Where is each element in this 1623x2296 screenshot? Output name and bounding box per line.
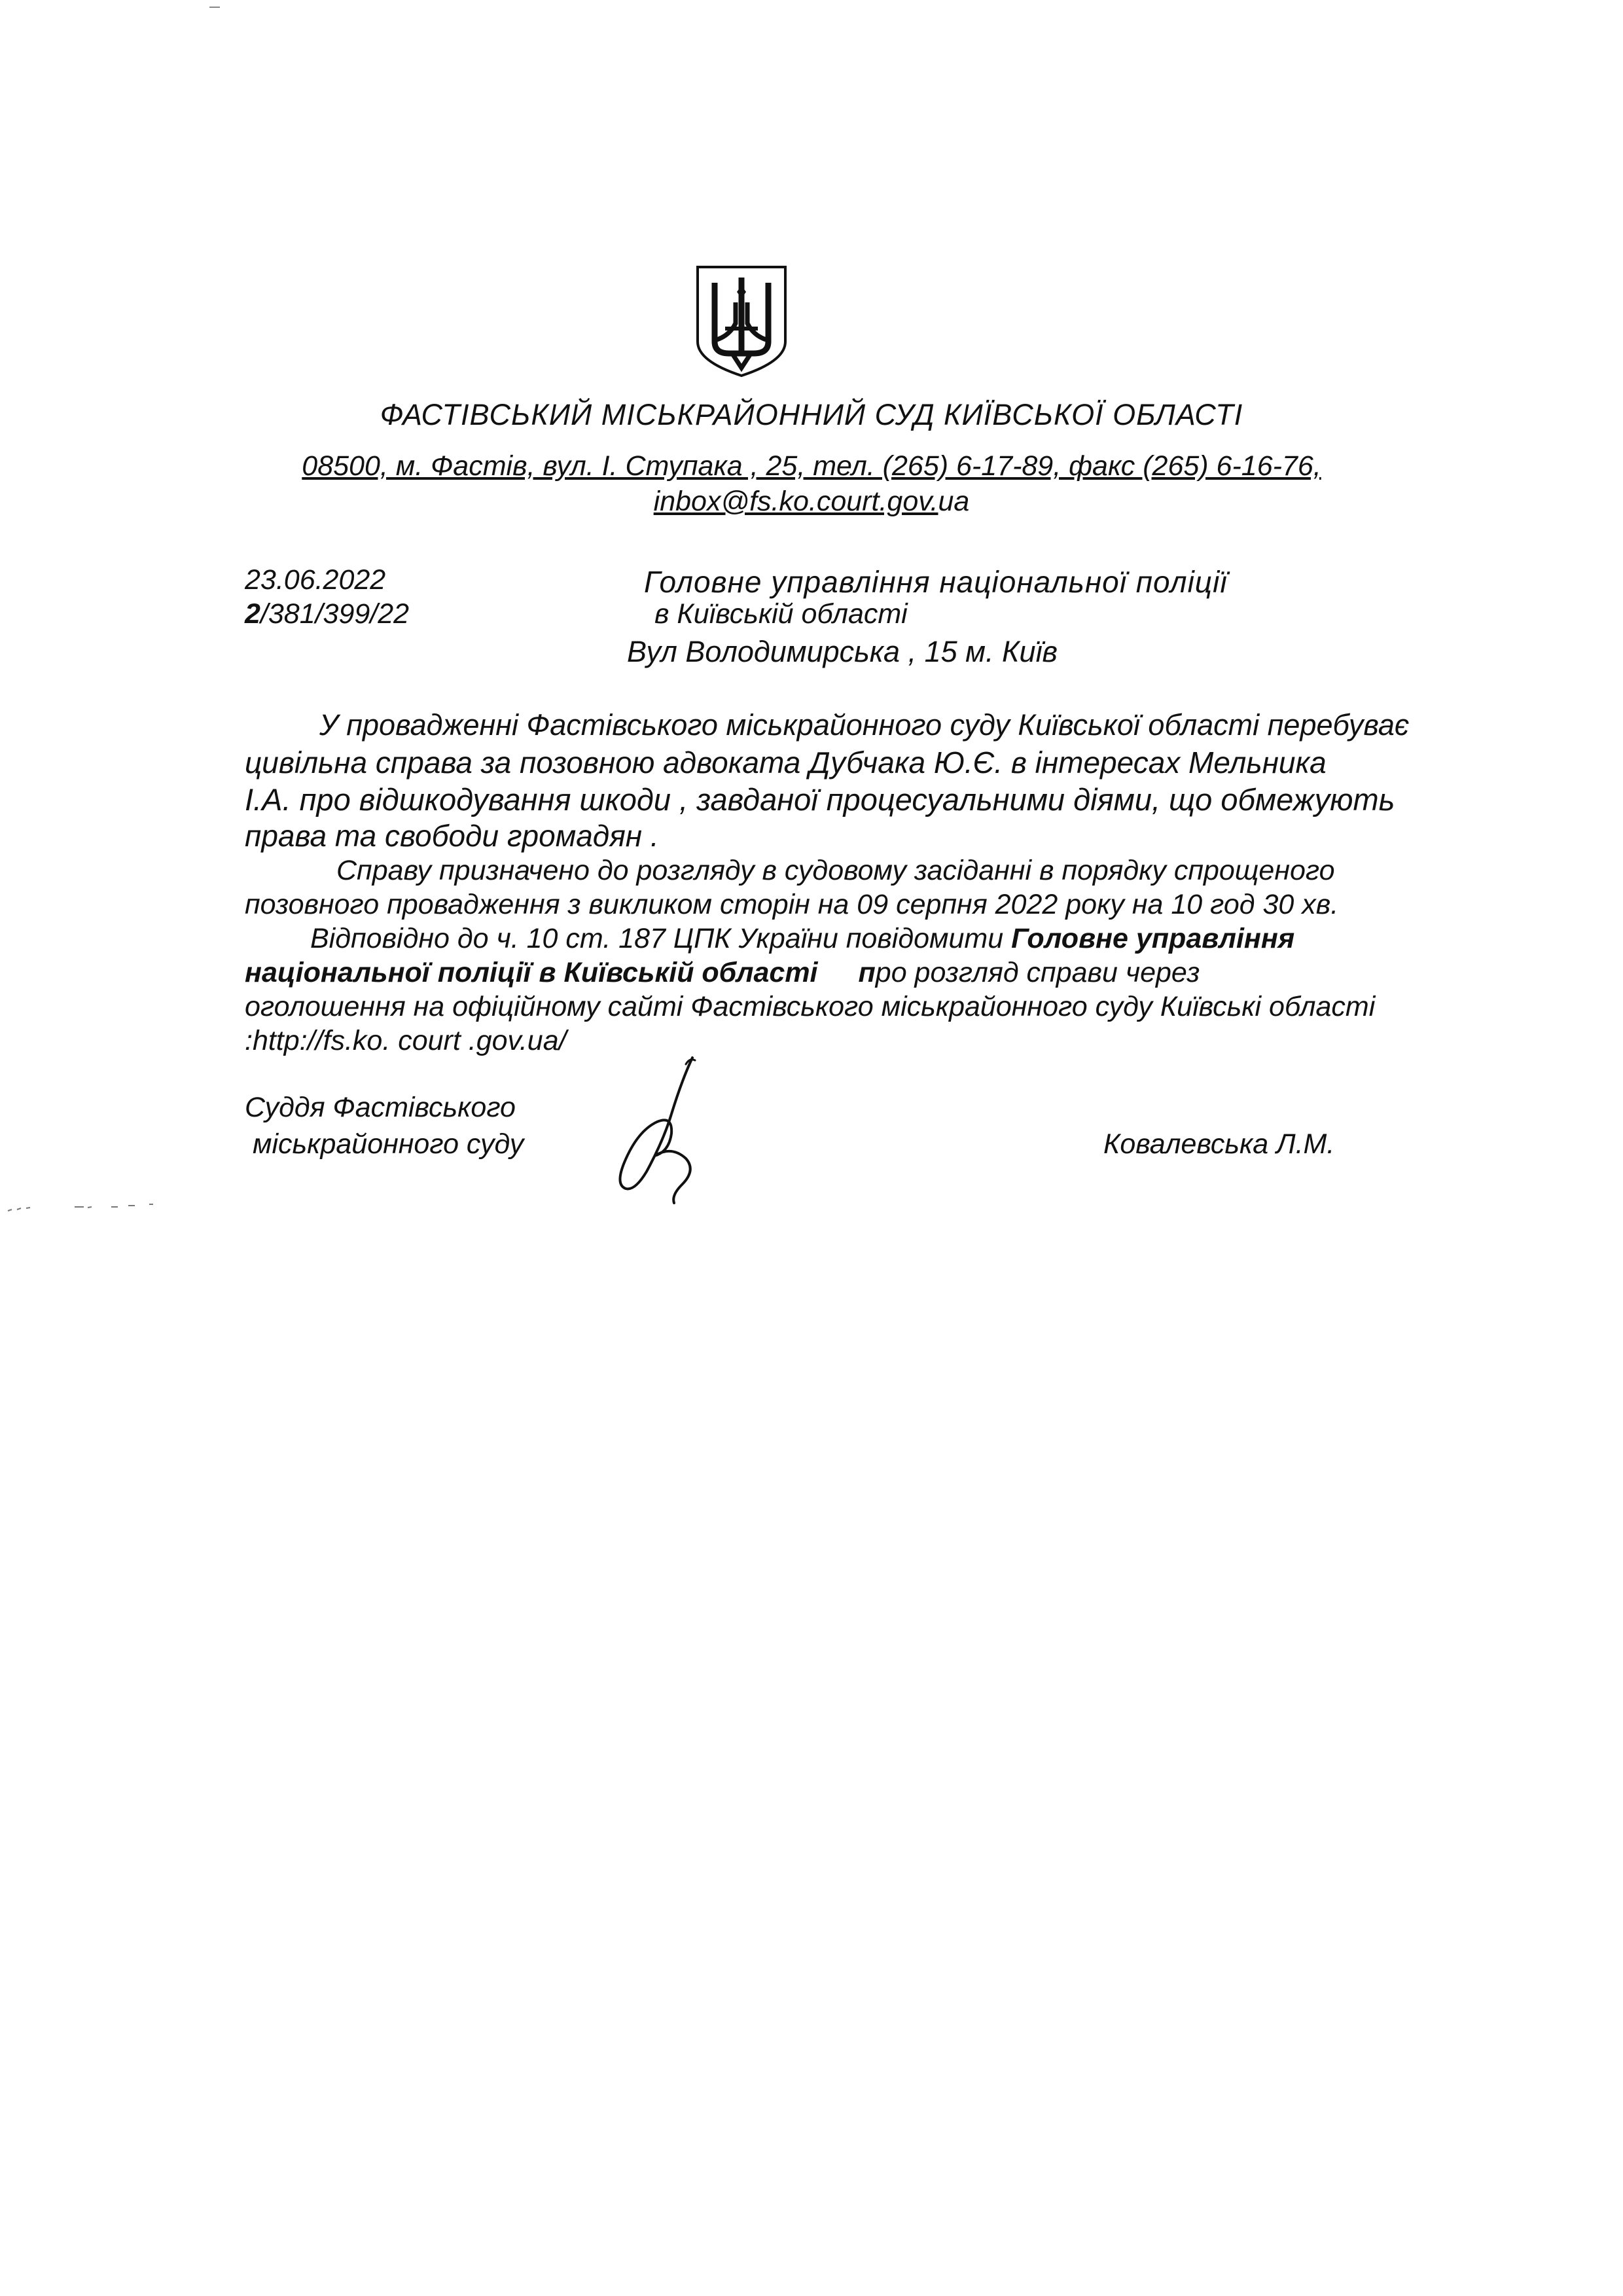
judge-name: Ковалевська Л.М. [1103, 1128, 1335, 1160]
body-paragraph-2-line-1: Справу призначено до розгляду в судовому засіданні в порядку спрощеного [336, 855, 1335, 886]
recipient-line-3: Вул Володимирська , 15 м. Київ [627, 635, 1058, 668]
recipient-line-2: в Київській області [654, 598, 908, 630]
notice-recipient-bold: Головне управління [1011, 923, 1295, 954]
scan-speck [7, 1202, 164, 1215]
outgoing-number-rest: /381/399/22 [260, 598, 410, 630]
court-address: 08500, м. Фастів, вул. І. Ступака , 25, тел. (265) 6-17-89, факс (265) 6-16-76, [302, 450, 1321, 482]
judge-title-line-1: Суддя Фастівського [245, 1092, 516, 1123]
scan-speck [209, 5, 223, 9]
notice-bold-letter: п [858, 957, 876, 988]
body-paragraph-3-line-3: оголошення на офіційному сайті Фастівського міськрайонного суду Київські області [245, 991, 1376, 1022]
notice-text-2: ро розгляд справи через [875, 957, 1200, 988]
body-paragraph-1-line-3: І.А. про відшкодування шкоди , завданої процесуальними діями, що обмежують [245, 782, 1395, 817]
notice-recipient-bold-2: національної поліції в Київській області [245, 957, 818, 988]
handwritten-signature-icon [609, 1054, 720, 1204]
court-email [0, 486, 1623, 518]
outgoing-number [245, 598, 409, 630]
outgoing-number-prefix: 2 [245, 598, 260, 630]
email-address: inbox@fs.ko.court.gov. [653, 486, 938, 517]
court-name: ФАСТІВСЬКИЙ МІСЬКРАЙОННИЙ СУД КИЇВСЬКОЇ ОБЛАСТІ [380, 398, 1243, 431]
body-paragraph-1-line-2: цивільна справа за позовною адвоката Дубчака Ю.Є. в інтересах Мельника [245, 745, 1327, 780]
judge-title-line-2: міськрайонного суду [253, 1128, 524, 1160]
body-paragraph-2-line-2: позовного провадження з викликом сторін на 09 серпня 2022 року на 10 год 30 хв. [245, 889, 1339, 920]
document-date: 23.06.2022 [245, 564, 386, 596]
trident-coat-of-arms-icon [692, 263, 791, 378]
email-tld: ua [938, 486, 970, 517]
recipient-line-1: Головне управління національної поліції [644, 565, 1228, 599]
body-paragraph-3-line-4: :http://fs.ko. court .gov.ua/ [245, 1025, 567, 1056]
body-paragraph-1-line-4: права та свободи громадян . [245, 819, 659, 853]
body-paragraph-3-line-2 [245, 957, 1200, 989]
body-paragraph-3-line-1 [310, 923, 1294, 955]
body-paragraph-1-line-1: У провадженні Фастівського міськрайонного суду Київської області перебуває [319, 708, 1410, 742]
notice-text: Відповідно до ч. 10 ст. 187 ЦПК України повідомити [310, 923, 1012, 954]
